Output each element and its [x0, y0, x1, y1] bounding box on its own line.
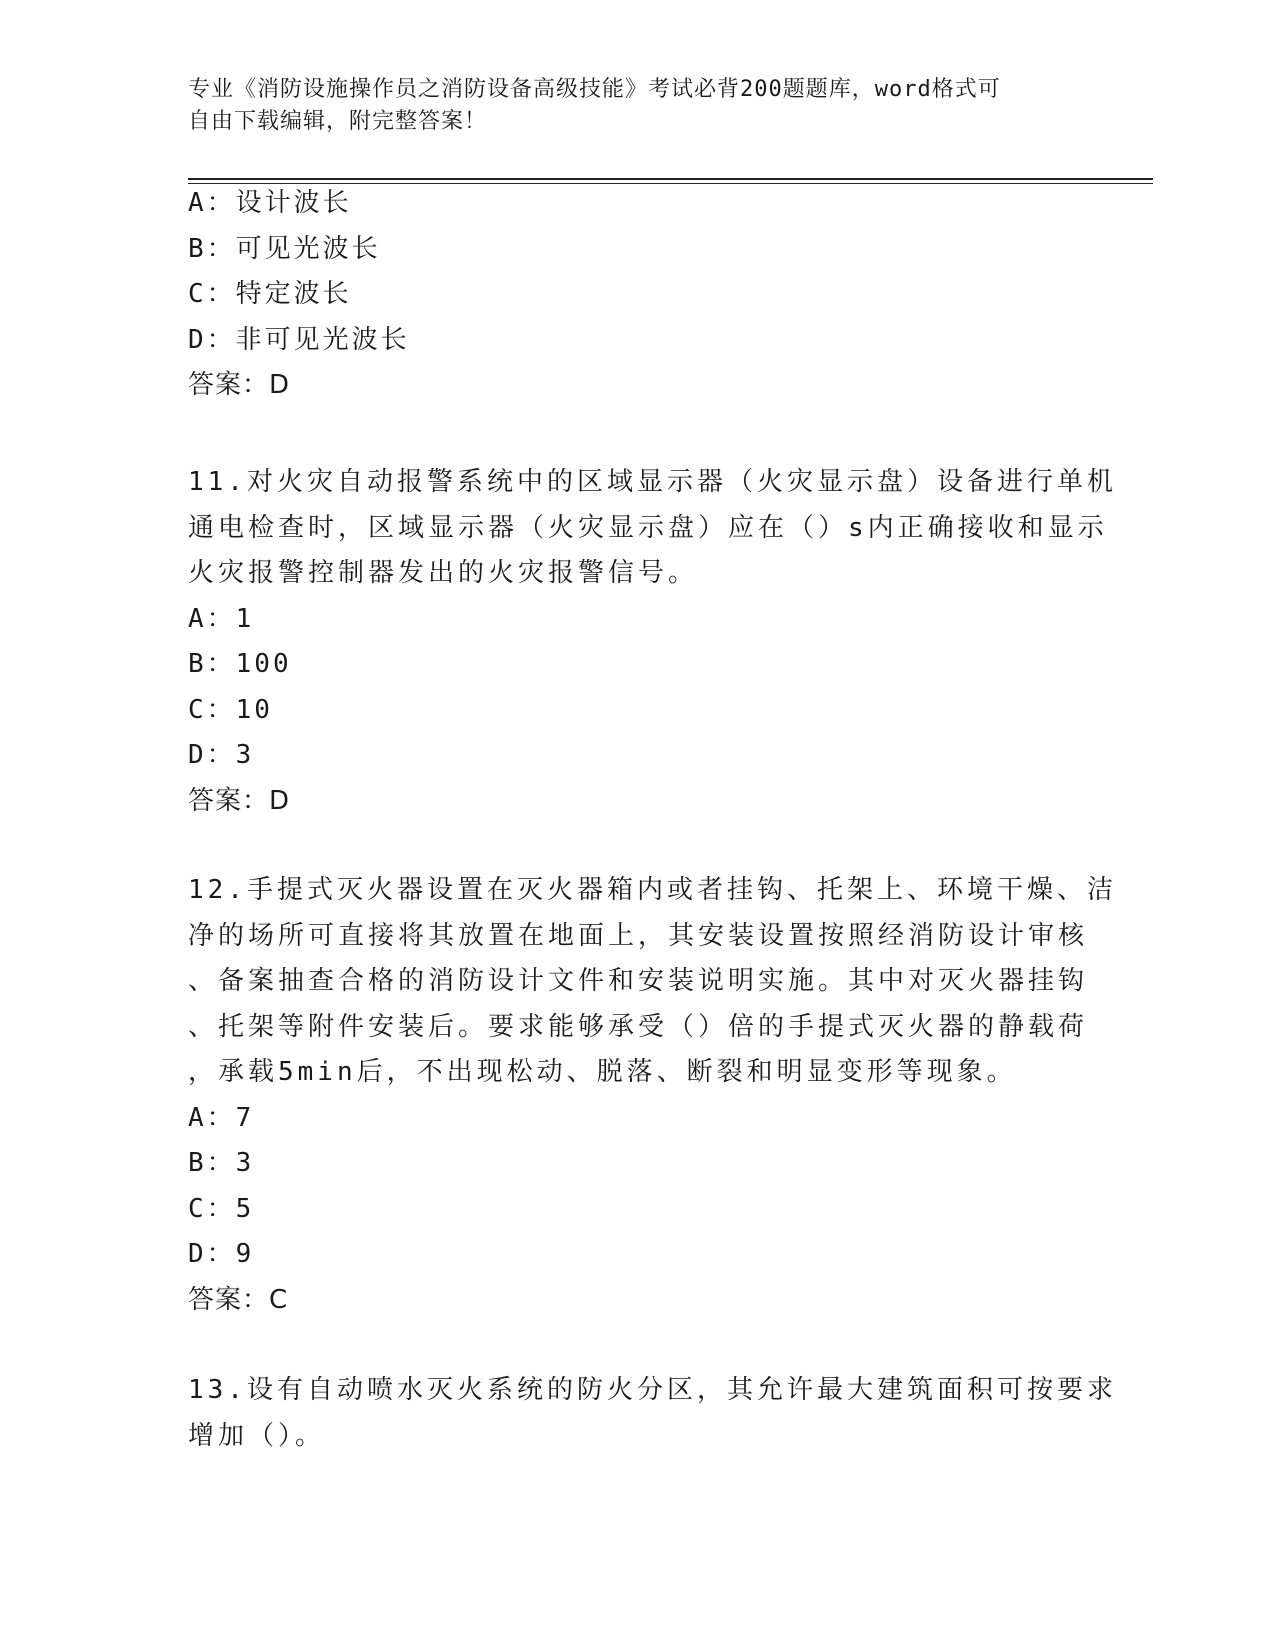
- question-text-line: 火灾报警控制器发出的火灾报警信号。: [188, 558, 699, 588]
- option-b: B：可见光波长: [188, 233, 381, 264]
- question-text-line: 12.手提式灭火器设置在灭火器箱内或者挂钩、托架上、环境干燥、洁: [188, 875, 1117, 905]
- option-a: A：7: [188, 1102, 255, 1133]
- answer-line: 答案：D: [188, 785, 291, 816]
- option-d: D：9: [188, 1239, 255, 1269]
- header-line-1: 专业《消防设施操作员之消防设备高级技能》考试必背200题题库，word格式可: [188, 77, 1001, 102]
- header-line-2: 自由下载编辑，附完整答案！: [188, 109, 488, 134]
- option-b: B：100: [188, 649, 292, 679]
- question-block-12: [188, 868, 1117, 1323]
- question-block-10: [188, 181, 1088, 409]
- question-text-line: ，承载5min后，不出现松动、脱落、断裂和明显变形等现象。: [188, 1057, 1017, 1087]
- option-a: A：1: [188, 603, 255, 634]
- header-divider-thick: [188, 178, 1153, 180]
- question-text-line: 通电检查时，区域显示器（火灾显示盘）应在（）s内正确接收和显示: [188, 512, 1108, 543]
- option-d: D：非可见光波长: [188, 324, 410, 355]
- question-text-line: 11.对火灾自动报警系统中的区域显示器（火灾显示盘）设备进行单机: [188, 467, 1117, 497]
- question-block-13: [188, 1368, 1117, 1459]
- option-b: B：3: [188, 1148, 255, 1178]
- question-text-line: 13.设有自动喷水灭火系统的防火分区，其允许最大建筑面积可按要求: [188, 1375, 1117, 1405]
- option-a: A：设计波长: [188, 188, 352, 218]
- option-d: D：3: [188, 740, 255, 770]
- question-text-line: 增加（）。: [188, 1420, 326, 1451]
- option-c: C：特定波长: [188, 279, 352, 309]
- question-text-line: 净的场所可直接将其放置在地面上，其安装设置按照经消防设计审核: [188, 920, 1089, 951]
- option-c: C：10: [188, 694, 273, 725]
- option-c: C：5: [188, 1193, 255, 1224]
- question-text-line: 、托架等附件安装后。要求能够承受（）倍的手提式灭火器的静载荷: [188, 1011, 1089, 1042]
- answer-line: 答案：D: [188, 370, 291, 400]
- document-header: [188, 74, 1088, 138]
- answer-line: 答案：C: [188, 1284, 289, 1315]
- question-block-11: [188, 460, 1117, 824]
- question-text-line: 、备案抽查合格的消防设计文件和安装说明实施。其中对灭火器挂钩: [188, 966, 1089, 996]
